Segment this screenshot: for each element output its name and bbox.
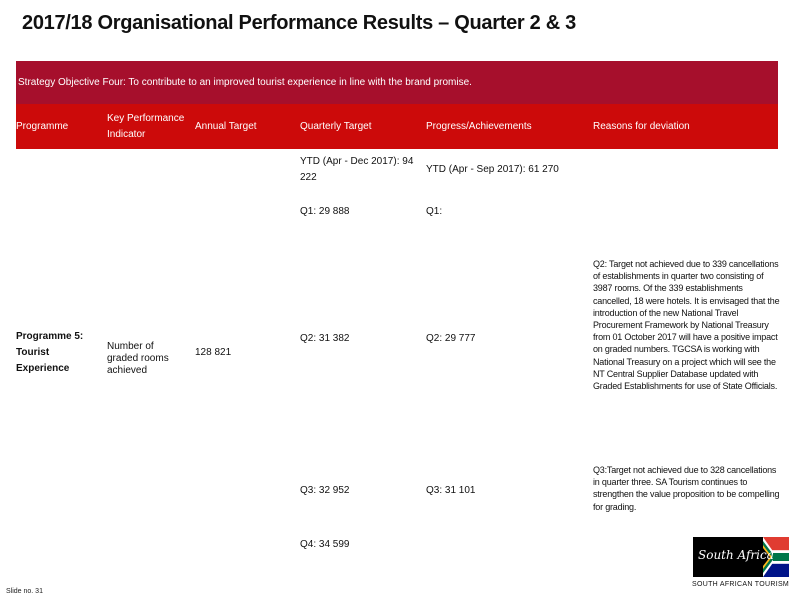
cell-annual-target: 128 821	[195, 347, 232, 358]
progress-q1: Q1:	[426, 206, 443, 217]
reason-q3: Q3:Target not achieved due to 328 cancellations in quarter three. SA Tourism continues to strengthen the value proposition to be compelling for grading.	[593, 465, 780, 512]
quarterly-q1: Q1: 29 888	[300, 206, 350, 217]
quarterly-q4: Q4: 34 599	[300, 539, 350, 550]
cell-programme: Programme 5: Tourist Experience	[16, 331, 84, 374]
logo-caption: SOUTH AFRICAN TOURISM	[692, 581, 790, 588]
table-header-row	[16, 104, 778, 149]
page-title: 2017/18 Organisational Performance Results – Quarter 2 & 3	[22, 12, 576, 34]
header-kpi: Key Performance Indicator	[107, 112, 185, 140]
quarterly-q3: Q3: 32 952	[300, 485, 350, 496]
cell-kpi: Number of graded rooms achieved	[107, 341, 169, 376]
logo-script-text: South Africa	[698, 548, 774, 562]
progress-q3: Q3: 31 101	[426, 485, 476, 496]
header-progress: Progress/Achievements	[426, 120, 532, 132]
quarterly-q2: Q2: 31 382	[300, 333, 350, 344]
header-programme: Programme	[16, 120, 69, 132]
south-africa-logo	[693, 537, 789, 577]
header-reasons: Reasons for deviation	[593, 120, 690, 132]
progress-ytd: YTD (Apr - Sep 2017): 61 270	[426, 164, 559, 175]
slide-number: Slide no. 31	[6, 588, 43, 595]
header-quarterly-target: Quarterly Target	[300, 120, 372, 132]
header-annual-target: Annual Target	[195, 120, 257, 132]
strategy-objective-text: Strategy Objective Four: To contribute to an improved tourist experience in line with the brand promise.	[18, 77, 472, 88]
progress-q2: Q2: 29 777	[426, 333, 476, 344]
quarterly-ytd: YTD (Apr - Dec 2017): 94 222	[300, 156, 414, 183]
strategy-objective-bar	[16, 61, 778, 104]
reason-q2: Q2: Target not achieved due to 339 cancellations of establishments in quarter two consisting of 3987 rooms. Of the 339 establishments cancelled, 18 were hotels. It is envisaged that the introduction of the new National Travel Procurement Framework by National Treasury from 01 October 2017 will have a positive impact on graded numbers. TGCSA is working with National Treasury on a project which will see the NT Central Supplier Database updated with Graded Establishments for use of State Officials.	[593, 259, 780, 392]
